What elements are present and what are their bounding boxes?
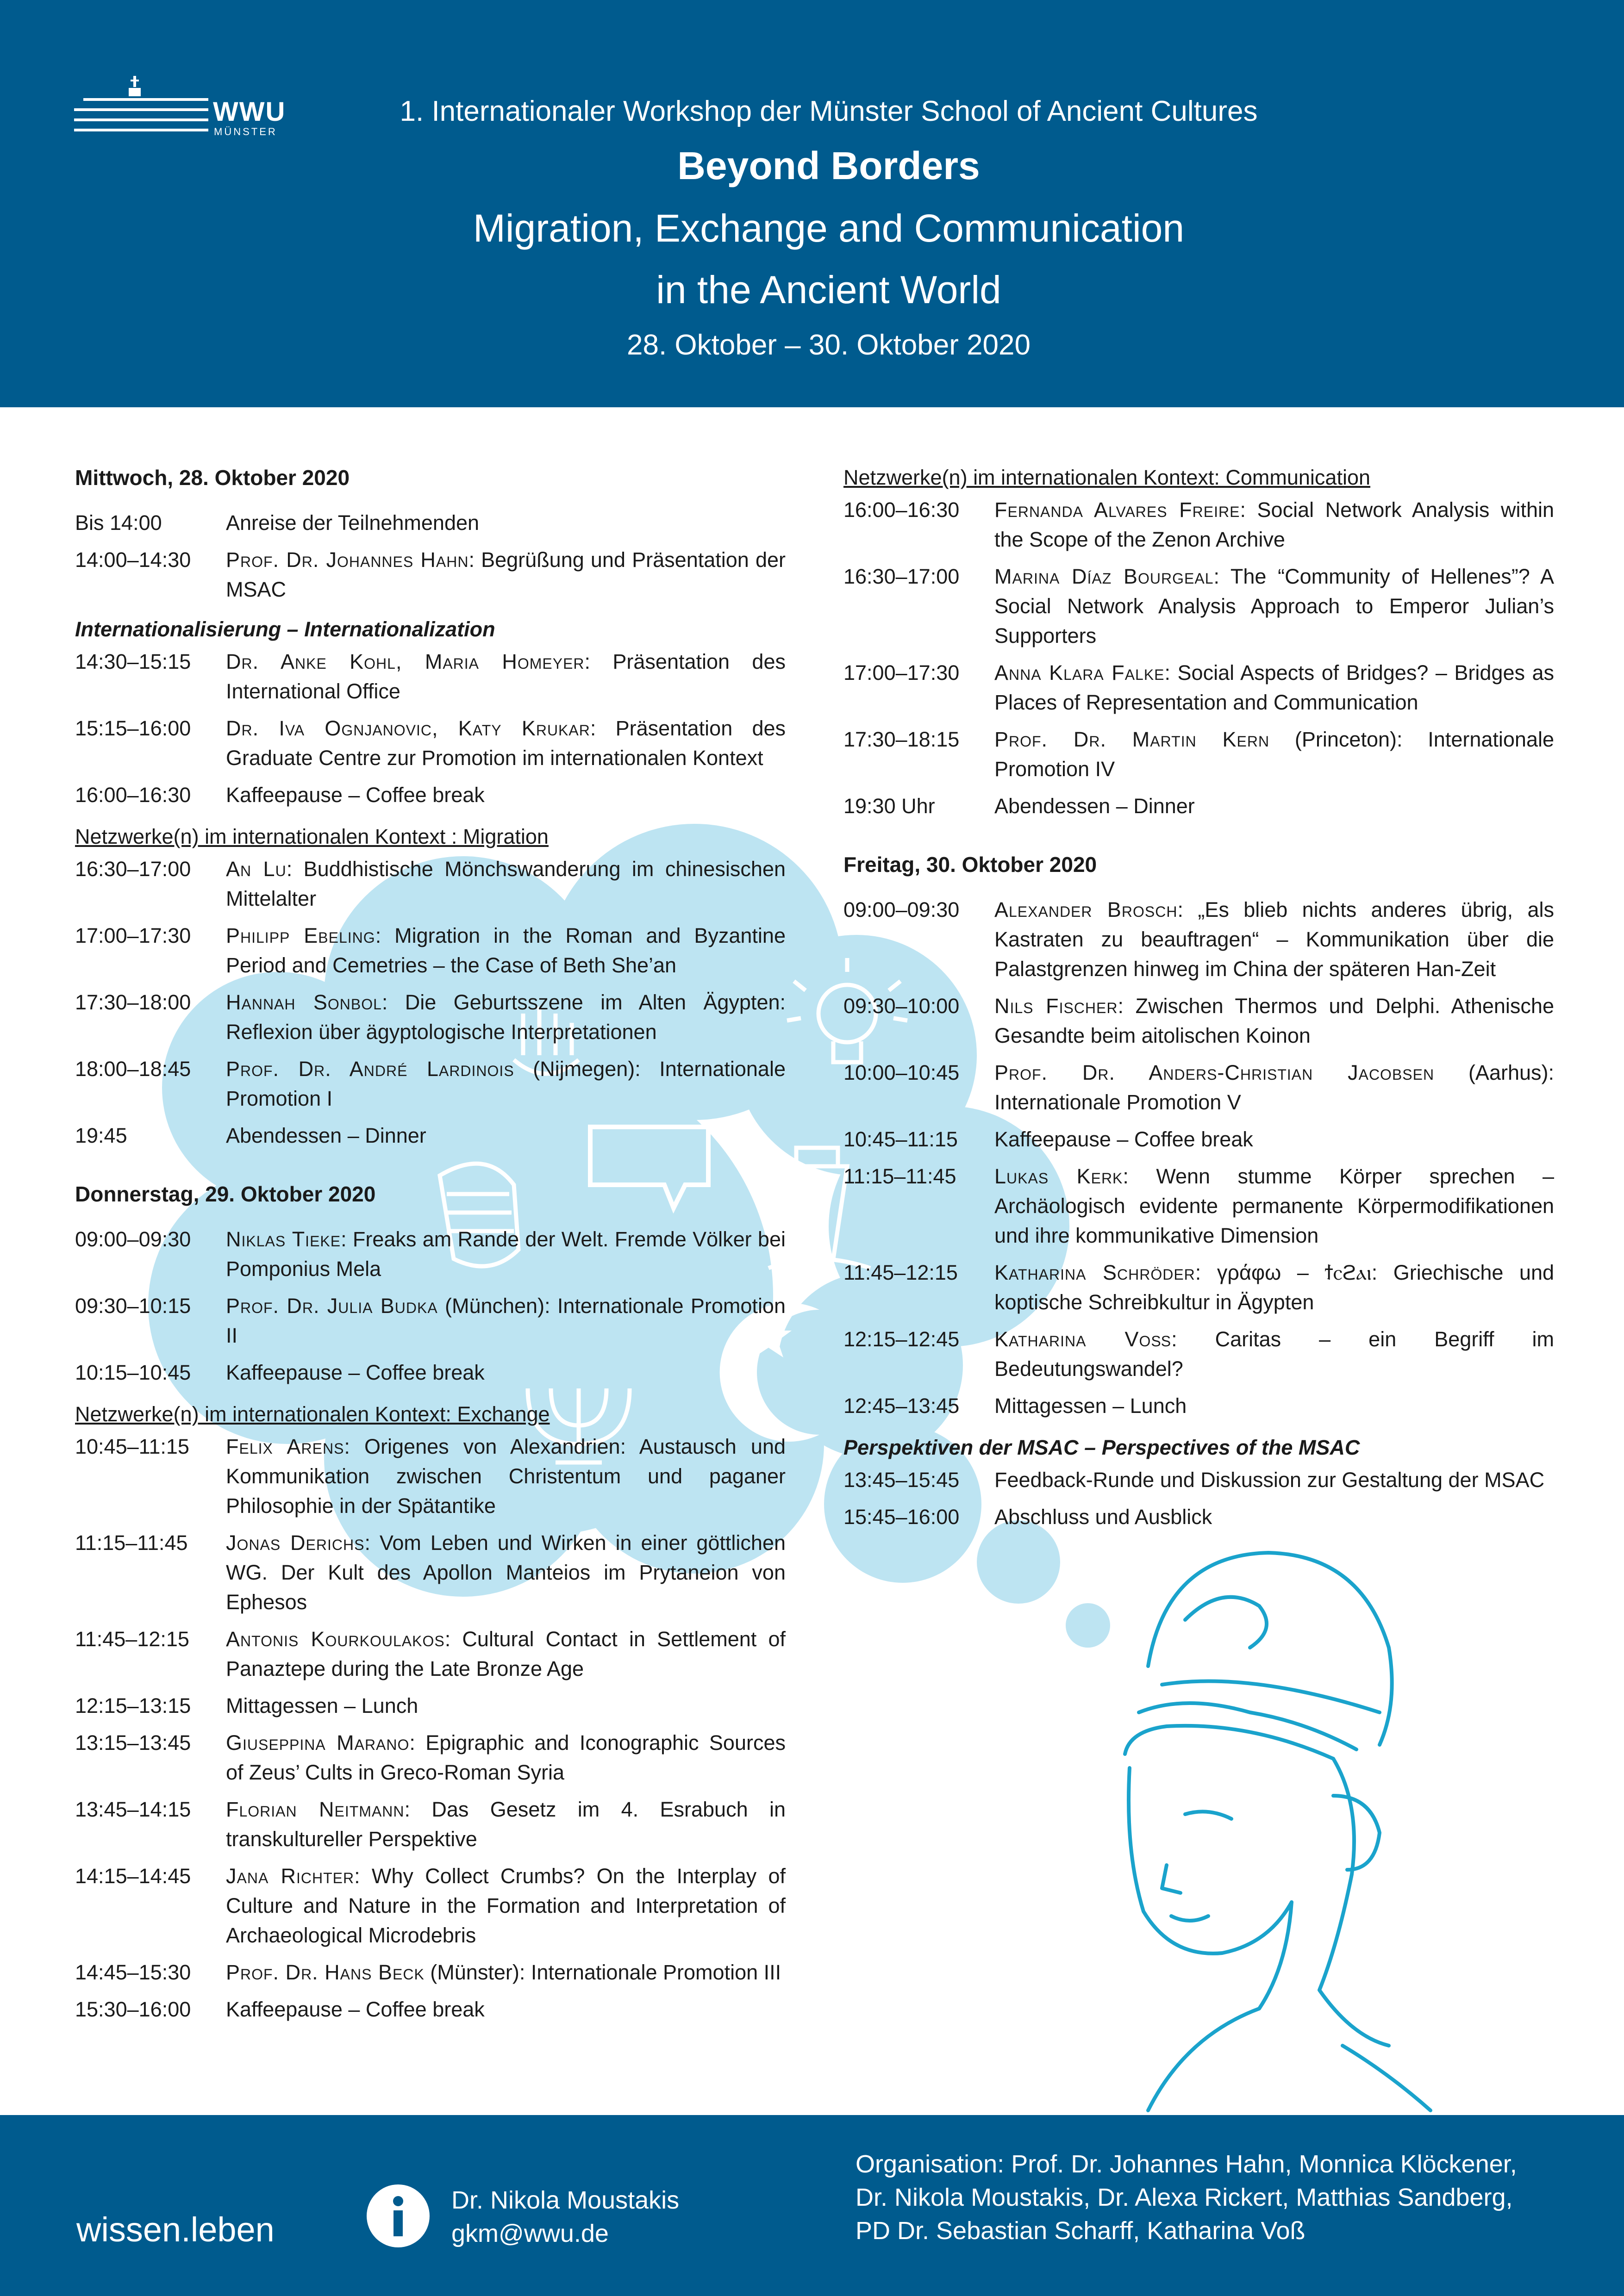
time-slot: 11:45–12:15	[75, 1627, 189, 1651]
session-title: : Migration in the Roman and Byzantine Period and Cemetries – the Case of Beth She’an	[226, 924, 786, 977]
speaker-name: Giuseppina Marano	[226, 1731, 410, 1755]
schedule-row	[843, 658, 1554, 717]
schedule-row	[75, 780, 786, 810]
time-slot: 12:45–13:45	[843, 1394, 960, 1418]
schedule-row	[843, 1258, 1554, 1317]
speaker-name: Fernanda Alvares Freire	[994, 498, 1240, 522]
schedule-row	[843, 1058, 1554, 1117]
session-text	[226, 1861, 786, 1950]
time-slot: 09:30–10:15	[75, 1294, 191, 1318]
time-slot: 11:15–11:45	[843, 1164, 956, 1188]
session-title: : Social Aspects of Bridges? – Bridges as Places of Representation and Communication	[994, 661, 1555, 714]
schedule-row	[843, 1502, 1554, 1532]
session-text	[226, 1728, 786, 1787]
session-text: Mittagessen – Lunch	[226, 1694, 418, 1717]
schedule-row	[843, 991, 1554, 1051]
schedule-row	[75, 1054, 786, 1114]
day-heading-thursday: Donnerstag, 29. Oktober 2020	[75, 1182, 376, 1206]
schedule-row	[75, 545, 786, 604]
session-title: : Präsentation des International Office	[226, 650, 786, 703]
schedule-row	[843, 1125, 1554, 1154]
session-title: : Das Gesetz im 4. Esrabuch in transkultureller Perspektive	[226, 1798, 786, 1851]
time-slot: 14:15–14:45	[75, 1864, 191, 1888]
session-text	[226, 1624, 786, 1684]
time-slot: 13:45–15:45	[843, 1468, 960, 1492]
time-slot: 12:15–13:15	[75, 1694, 191, 1717]
session-title: : Begrüßung und Präsentation der MSAC	[226, 548, 786, 601]
time-slot: 13:45–14:15	[75, 1798, 191, 1821]
organisation-text	[856, 2147, 1578, 2247]
section-heading-perspectives: Perspektiven der MSAC – Perspectives of the MSAC	[843, 1436, 1360, 1459]
schedule-row	[75, 1861, 786, 1950]
speaker-name: Prof. Dr. Hans Beck	[226, 1960, 425, 1984]
time-slot: 18:00–18:45	[75, 1057, 191, 1081]
speaker-name: Prof. Dr. Julia Budka	[226, 1294, 438, 1318]
time-slot: 09:00–09:30	[75, 1227, 191, 1251]
session-text	[226, 1291, 786, 1350]
speaker-name: Prof. Dr. Martin Kern	[994, 728, 1270, 751]
session-text	[226, 1432, 786, 1521]
session-text	[994, 1162, 1554, 1251]
session-title: : Freaks am Rande der Welt. Fremde Völker bei Pomponius Mela	[226, 1227, 786, 1281]
session-text: Abschluss und Ausblick	[994, 1505, 1212, 1529]
schedule-row	[843, 1162, 1554, 1251]
speaker-name: Lukas Kerk	[994, 1164, 1123, 1188]
session-text	[226, 714, 786, 773]
schedule-row	[75, 1358, 786, 1388]
session-text: Abendessen – Dinner	[226, 1124, 426, 1147]
schedule-row	[843, 1325, 1554, 1384]
session-text	[226, 854, 786, 914]
session-title: : „Es blieb nichts anderes übrig, als Kastraten zu beauftragen“ – Kommunikation über die Palastgrenzen hinweg im China der späteren Han-Zeit	[994, 898, 1554, 981]
session-title: (München): Internationale Promotion II	[226, 1294, 786, 1347]
session-text	[994, 562, 1554, 651]
session-title: : Die Geburtsszene im Alten Ägypten: Reflexion über ägyptologische Interpretationen	[226, 990, 786, 1044]
session-title: : Wenn stumme Körper sprechen – Archäologisch evidente permanente Körpermodifikationen und ihre kommunikative Dimension	[994, 1164, 1554, 1247]
schedule-row	[75, 921, 786, 980]
session-text	[994, 991, 1554, 1051]
session-text	[226, 1795, 786, 1854]
session-title: : Präsentation des Graduate Centre zur Promotion im internationalen Kontext	[226, 716, 786, 770]
subtitle-line-1: Migration, Exchange and Communication	[473, 206, 1185, 250]
schedule-right-column	[843, 463, 1554, 1539]
schedule-row	[843, 895, 1554, 984]
schedule-row	[75, 1728, 786, 1787]
schedule-row	[75, 854, 786, 914]
speaker-name: Jonas Derichs	[226, 1531, 365, 1555]
session-text	[226, 1054, 786, 1114]
speaker-name: Niklas Tieke	[226, 1227, 341, 1251]
schedule-row	[75, 988, 786, 1047]
schedule-row	[843, 791, 1554, 821]
page-title: Beyond Borders	[677, 144, 980, 187]
session-title: : Vom Leben und Wirken in einer göttlichen WG. Der Kult des Apollon Manteios im Prytaneion von Ephesos	[226, 1531, 786, 1614]
speaker-name: Antonis Kourkoulakos	[226, 1627, 445, 1651]
logo-subtext: MÜNSTER	[214, 126, 277, 137]
subtitle-line-2: in the Ancient World	[656, 268, 1001, 311]
time-slot: 17:00–17:30	[843, 661, 960, 684]
time-slot: 16:00–16:30	[75, 783, 191, 807]
time-slot: 13:15–13:45	[75, 1731, 191, 1755]
session-title: : Why Collect Crumbs? On the Interplay of Culture and Nature in the Formation and Interpretation of Archaeological Microdebris	[226, 1864, 786, 1947]
schedule-row	[75, 508, 786, 538]
session-title: : Zwischen Thermos und Delphi. Athenische Gesandte beim aitolischen Koinon	[994, 994, 1554, 1047]
speaker-name: Prof. Dr. André Lardinois	[226, 1057, 514, 1081]
speaker-name: Anna Klara Falke	[994, 661, 1165, 684]
time-slot: 15:45–16:00	[843, 1505, 960, 1529]
schedule-row	[843, 495, 1554, 554]
time-slot: 15:15–16:00	[75, 716, 191, 740]
session-text: Anreise der Teilnehmenden	[226, 511, 480, 535]
contact-email[interactable]: gkm@wwu.de	[451, 2220, 609, 2247]
session-title: : Social Network Analysis within the Scope of the Zenon Archive	[994, 498, 1555, 551]
organisation-line: Organisation: Prof. Dr. Johannes Hahn, Monnica Klöckener,	[856, 2150, 1517, 2178]
section-heading-communication: Netzwerke(n) im internationalen Kontext: Communication	[843, 466, 1371, 489]
speaker-name: Dr. Iva Ognjanovic, Katy Krukar	[226, 716, 590, 740]
speaker-name: Prof. Dr. Johannes Hahn	[226, 548, 469, 572]
session-text	[994, 725, 1554, 784]
schedule-row	[843, 1391, 1554, 1421]
schedule-row	[75, 647, 786, 706]
session-title: : Caritas – ein Begriff im Bedeutungswandel?	[994, 1327, 1554, 1381]
session-text	[226, 1225, 786, 1284]
session-text: Feedback-Runde und Diskussion zur Gestaltung der MSAC	[994, 1468, 1545, 1492]
time-slot: 16:30–17:00	[843, 565, 960, 588]
time-slot: 19:30 Uhr	[843, 794, 935, 818]
time-slot: 10:45–11:15	[843, 1127, 958, 1151]
logo-text: WWU	[213, 97, 286, 127]
time-slot: 14:45–15:30	[75, 1960, 191, 1984]
schedule-row	[843, 725, 1554, 784]
time-slot: 11:45–12:15	[843, 1261, 958, 1284]
footer-banner	[0, 2115, 1624, 2296]
schedule-row	[75, 1795, 786, 1854]
time-slot: 19:45	[75, 1124, 127, 1147]
workshop-line: 1. Internationaler Workshop der Münster School of Ancient Cultures	[400, 95, 1258, 127]
session-text	[994, 495, 1554, 554]
session-text	[226, 1958, 786, 1987]
session-text	[994, 658, 1554, 717]
time-slot: 12:15–12:45	[843, 1327, 960, 1351]
session-title: (Aarhus): Internationale Promotion V	[994, 1061, 1554, 1114]
session-text	[226, 921, 786, 980]
time-slot: 15:30–16:00	[75, 1997, 191, 2021]
schedule-row	[75, 1121, 786, 1151]
session-text	[994, 1258, 1554, 1317]
day-heading-wednesday: Mittwoch, 28. Oktober 2020	[75, 466, 350, 490]
day-heading-friday: Freitag, 30. Oktober 2020	[843, 852, 1097, 877]
speaker-name: Felix Arens	[226, 1435, 344, 1458]
schedule-row	[75, 1528, 786, 1617]
info-icon	[366, 2184, 431, 2248]
section-heading-exchange: Netzwerke(n) im internationalen Kontext: Exchange	[75, 1402, 550, 1426]
schedule-row	[75, 1432, 786, 1521]
session-title: : The “Community of Hellenes”? A Social Network Analysis Approach to Emperor Julian’s Supporters	[994, 565, 1554, 647]
organisation-line: Dr. Nikola Moustakis, Dr. Alexa Rickert, Matthias Sandberg,	[856, 2184, 1513, 2211]
time-slot: 17:30–18:15	[843, 728, 960, 751]
schedule-row	[75, 1225, 786, 1284]
session-title: : Cultural Contact in Settlement of Panaztepe during the Late Bronze Age	[226, 1627, 786, 1680]
session-text: Abendessen – Dinner	[994, 794, 1195, 818]
session-title: : Epigraphic and Iconographic Sources of Zeus’ Cults in Greco-Roman Syria	[226, 1731, 786, 1784]
section-heading-migration: Netzwerke(n) im internationalen Kontext : Migration	[75, 825, 549, 848]
session-text	[994, 1058, 1554, 1117]
session-text: Mittagessen – Lunch	[994, 1394, 1187, 1418]
speaker-name: Jana Richter	[226, 1864, 355, 1888]
schedule-row	[75, 1691, 786, 1721]
time-slot: 09:00–09:30	[843, 898, 960, 921]
speaker-name: Florian Neitmann	[226, 1798, 405, 1821]
schedule-row	[75, 1958, 786, 1987]
session-title: (Münster): Internationale Promotion III	[424, 1960, 781, 1984]
contact-name: Dr. Nikola Moustakis	[451, 2186, 680, 2214]
session-text	[994, 1325, 1554, 1384]
time-slot: 09:30–10:00	[843, 994, 960, 1018]
speaker-name: Philipp Ebeling	[226, 924, 375, 947]
time-slot: 11:15–11:45	[75, 1531, 188, 1555]
session-title: : γράφω – ϯⲥϩⲁⲓ: Griechische und koptische Schreibkultur in Ägypten	[994, 1261, 1554, 1314]
speaker-name: Prof. Dr. Anders-Christian Jacobsen	[994, 1061, 1435, 1084]
speaker-name: Katharina Schröder	[994, 1261, 1195, 1284]
athena-head	[1125, 1553, 1430, 2110]
session-text	[226, 647, 786, 706]
time-slot: 17:00–17:30	[75, 924, 191, 947]
time-slot: 10:45–11:15	[75, 1435, 189, 1458]
session-text	[994, 895, 1554, 984]
speaker-name: Alexander Brosch	[994, 898, 1178, 921]
session-text: Kaffeepause – Coffee break	[994, 1127, 1253, 1151]
schedule-row	[75, 1995, 786, 2024]
session-title: (Princeton): Internationale Promotion IV	[994, 728, 1554, 781]
organisation-line: PD Dr. Sebastian Scharff, Katharina Voß	[856, 2217, 1305, 2245]
speaker-name: Marina Díaz Bourgeal	[994, 565, 1214, 588]
session-title: : Origenes von Alexandrien: Austausch und Kommunikation zwischen Christentum und paganer Philosophie in der Spätantike	[226, 1435, 786, 1518]
time-slot: 14:00–14:30	[75, 548, 191, 572]
time-slot: 17:30–18:00	[75, 990, 191, 1014]
time-slot: 10:00–10:45	[843, 1061, 960, 1084]
speaker-name: Nils Fischer	[994, 994, 1118, 1018]
schedule-left-column	[75, 463, 786, 2032]
speaker-name: Hannah Sonbol	[226, 990, 382, 1014]
schedule-row	[843, 562, 1554, 651]
time-slot: 16:00–16:30	[843, 498, 960, 522]
time-slot: 10:15–10:45	[75, 1361, 191, 1384]
time-slot: 14:30–15:15	[75, 650, 191, 673]
speaker-name: An Lu	[226, 857, 287, 881]
session-title: : Buddhistische Mönchswanderung im chinesischen Mittelalter	[226, 857, 786, 910]
session-text	[226, 988, 786, 1047]
speaker-name: Katharina Voß	[994, 1327, 1172, 1351]
session-text: Kaffeepause – Coffee break	[226, 1361, 485, 1384]
event-dates: 28. Oktober – 30. Oktober 2020	[627, 329, 1031, 361]
session-text	[226, 545, 786, 604]
schedule-row	[75, 1291, 786, 1350]
schedule-row	[75, 1624, 786, 1684]
schedule-row	[843, 1465, 1554, 1495]
section-heading-internationalization: Internationalisierung – Internationalization	[75, 617, 495, 641]
session-text	[226, 1528, 786, 1617]
speaker-name: Dr. Anke Kohl, Maria Homeyer	[226, 650, 585, 673]
session-text: Kaffeepause – Coffee break	[226, 1997, 485, 2021]
session-title: (Nijmegen): Internationale Promotion I	[226, 1057, 786, 1110]
schedule-row	[75, 714, 786, 773]
session-text: Kaffeepause – Coffee break	[226, 783, 485, 807]
brand-slogan: wissen.leben	[76, 2210, 275, 2249]
time-slot: Bis 14:00	[75, 511, 162, 535]
time-slot: 16:30–17:00	[75, 857, 191, 881]
